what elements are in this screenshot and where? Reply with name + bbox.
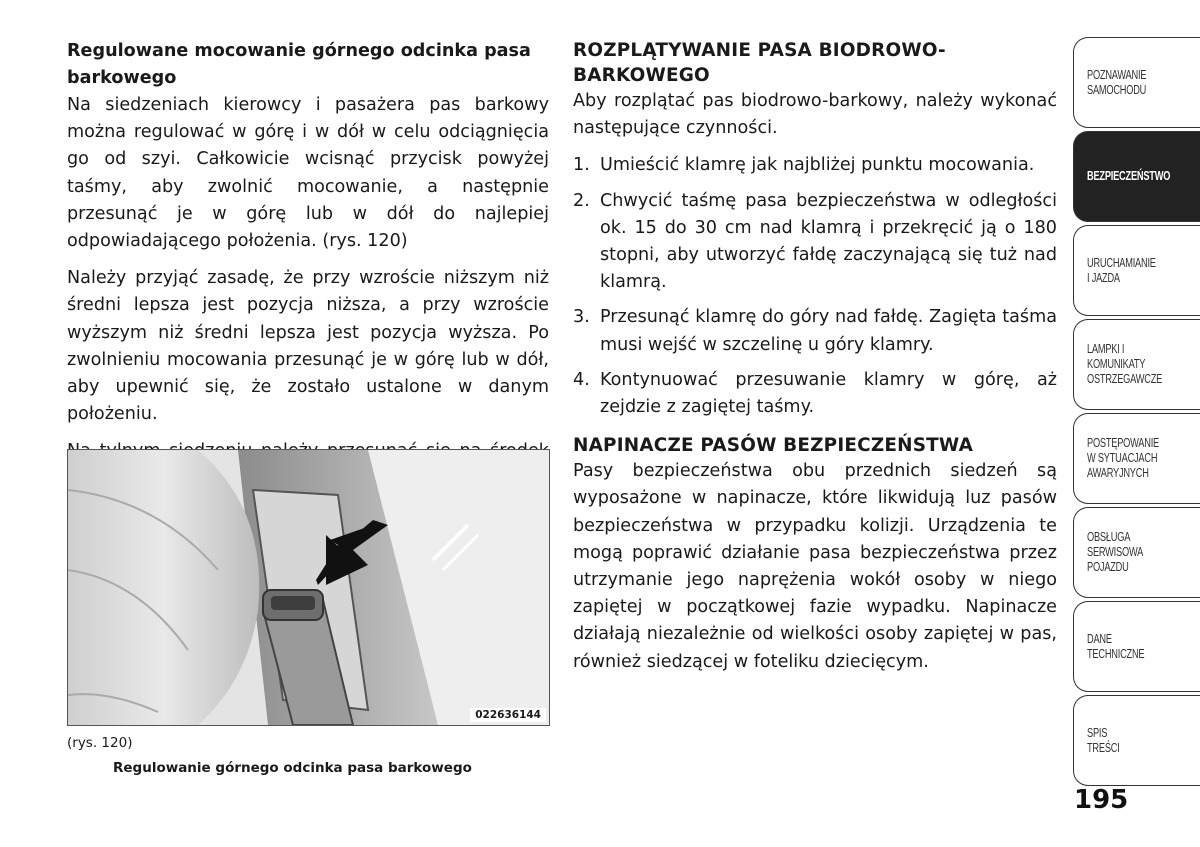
tab-bezpieczenstwo[interactable]: [1073, 131, 1200, 222]
paragraph: Pasy bezpieczeństwa obu przednich siedzeń są wyposażone w napinacze, które likwidują luz pasów bezpieczeństwa w przypadku kolizji. Urządzenia te mogą poprawić działanie pasa bezpieczeństwa przez utrzymanie jego naprężenia wokół osoby w niego zapiętej w początkowej fazie wypadku. Napinacze działają niezależnie od wielkości osoby zapiętej w pas, również siedzącej w foteliku dziecięcym.: [573, 461, 1057, 672]
step-number: 4.: [573, 369, 590, 390]
section-heading: NAPINACZE PASÓW BEZPIECZEŃSTWA: [573, 435, 974, 457]
list-item: [573, 152, 1057, 179]
list-item: [573, 304, 1057, 358]
paragraph: Na siedzeniach kierowcy i pasażera pas barkowy można regulować w górę i w dół w celu odciągnięcia go od szyi. Całkowicie wcisnąć przycisk powyżej taśmy, aby zwolnić mocowanie, a następnie przesunąć je w górę lub w dół do najlepiej odpowiadającego położenia. (rys. 120): [67, 95, 549, 252]
figure-ref: (rys. 120): [67, 735, 133, 751]
list-item: [573, 367, 1057, 421]
tab-label: OSTRZEGAWCZE: [1087, 372, 1163, 386]
tab-label: KOMUNIKATY: [1087, 357, 1146, 371]
figure-code: 022636144: [470, 708, 546, 722]
tab-label: TECHNICZNE: [1087, 646, 1145, 661]
tab-label: POZNAWANIE: [1087, 67, 1147, 82]
tab-label: POJAZDU: [1087, 560, 1129, 574]
tab-label: TREŚCI: [1087, 740, 1120, 755]
tab-poznawanie-samochodu[interactable]: [1073, 37, 1200, 128]
figure-caption: Regulowanie górnego odcinka pasa barkowego: [113, 760, 472, 776]
step-text: Przesunąć klamrę do góry nad fałdę. Zagięta taśma musi wejść w szczelinę u góry klamry.: [600, 307, 1057, 355]
seatbelt-illustration: [68, 450, 549, 725]
tab-label: W SYTUACJACH: [1087, 451, 1158, 465]
section-subheading: Regulowane mocowanie górnego odcinka pasa barkowego: [67, 41, 531, 88]
tab-spis-tresci[interactable]: [1073, 695, 1200, 786]
tab-label: SERWISOWA: [1087, 545, 1144, 559]
list-item: [573, 188, 1057, 297]
section-heading: ROZPLĄTYWANIE PASA BIODROWO-BARKOWEGO: [573, 40, 946, 86]
paragraph: Aby rozplątać pas biodrowo-barkowy, należy wykonać następujące czynności.: [573, 91, 1057, 139]
tab-label: LAMPKI I: [1087, 342, 1125, 356]
tab-label: SPIS: [1087, 725, 1108, 740]
step-number: 2.: [573, 190, 590, 211]
tab-label: URUCHAMIANIE: [1087, 255, 1156, 270]
steps-list: [573, 152, 1057, 421]
page-number: 195: [1074, 785, 1129, 815]
tab-label: AWARYJNYCH: [1087, 466, 1149, 480]
step-number: 1.: [573, 155, 590, 176]
tab-uruchamianie-i-jazda[interactable]: [1073, 225, 1200, 316]
tab-label: POSTĘPOWANIE: [1087, 436, 1159, 450]
tab-label: OBSŁUGA: [1087, 530, 1131, 544]
tab-label: BEZPIECZEŃSTWO: [1087, 169, 1171, 183]
tab-label: DANE: [1087, 631, 1112, 646]
step-text: Chwycić taśmę pasa bezpieczeństwa w odległości ok. 15 do 30 cm nad klamrą i przekręcić ją o 180 stopni, aby utworzyć fałdę zaczynającą się tuż nad klamrą.: [600, 190, 1057, 293]
step-number: 3.: [573, 307, 590, 328]
figure-seatbelt-anchor: [67, 449, 550, 726]
chapter-tabs: [1073, 37, 1200, 789]
tab-label: I JAZDA: [1087, 270, 1120, 285]
tab-obsluga-serwisowa[interactable]: [1073, 507, 1200, 598]
right-column: [573, 38, 1057, 686]
tab-label: SAMOCHODU: [1087, 82, 1147, 97]
tab-postepowanie-awaryjne[interactable]: [1073, 413, 1200, 504]
step-text: Umieścić klamrę jak najbliżej punktu mocowania.: [600, 155, 1035, 176]
step-text: Kontynuować przesuwanie klamry w górę, aż zejdzie z zagiętej taśmy.: [600, 369, 1057, 418]
left-column: [67, 38, 549, 503]
tab-lampki-i-komunikaty[interactable]: [1073, 319, 1200, 410]
paragraph: Należy przyjąć zasadę, że przy wzroście niższym niż średni lepsza jest pozycja niższa, a przy wzroście wyższym niż średni lepsza jest pozycja wyższa. Po zwolnieniu mocowania przesunąć je w górę lub w dół, aby upewnić się, że zostało ustalone w danym położeniu.: [67, 268, 549, 425]
tab-dane-techniczne[interactable]: [1073, 601, 1200, 692]
